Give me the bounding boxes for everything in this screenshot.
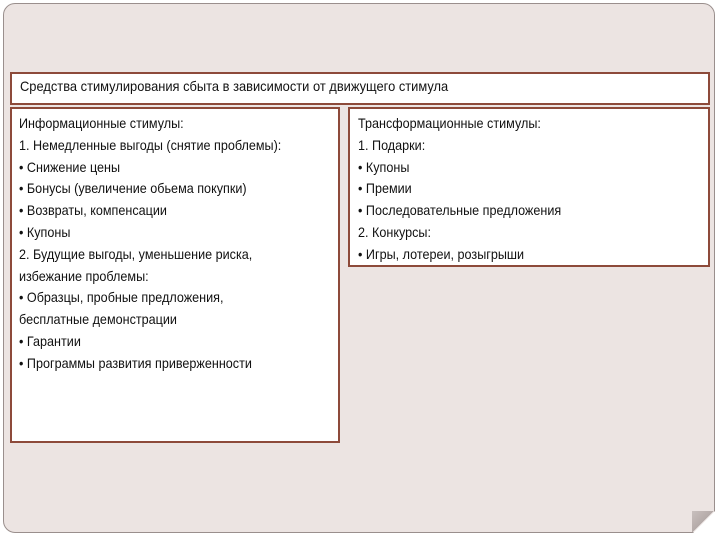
right-line: • Игры, лотереи, розыгрыши — [358, 245, 525, 262]
left-line: 2. Будущие выгоды, уменьшение риска, — [19, 245, 253, 262]
left-line: • Образцы, пробные предложения, — [19, 289, 224, 306]
transformational-stimuli-box — [348, 107, 710, 267]
left-heading: Информационные стимулы: — [19, 115, 184, 131]
left-line: • Гарантии — [19, 332, 81, 349]
left-line: • Снижение цены — [19, 158, 121, 175]
left-line: • Возвраты, компенсации — [19, 202, 167, 219]
right-line: • Премии — [358, 180, 412, 197]
right-line: • Последовательные предложения — [358, 202, 562, 219]
right-line: • Купоны — [358, 158, 410, 175]
left-line: • Купоны — [19, 223, 71, 240]
header-title: Средства стимулирования сбыта в зависимости от движущего стимула — [20, 78, 449, 94]
left-line: избежание проблемы: — [19, 267, 149, 284]
informational-stimuli-box — [10, 107, 340, 443]
header-box — [10, 72, 710, 105]
right-heading: Трансформационные стимулы: — [358, 115, 541, 131]
page-curl-corner — [692, 511, 714, 533]
left-line: бесплатные демонстрации — [19, 311, 177, 328]
left-line: • Бонусы (увеличение обьема покупки) — [19, 180, 247, 197]
left-line: • Программы развития приверженности — [19, 354, 252, 371]
right-line: 1. Подарки: — [358, 136, 426, 153]
left-line: 1. Немедленные выгоды (снятие проблемы): — [19, 136, 282, 153]
right-line: 2. Конкурсы: — [358, 223, 431, 240]
